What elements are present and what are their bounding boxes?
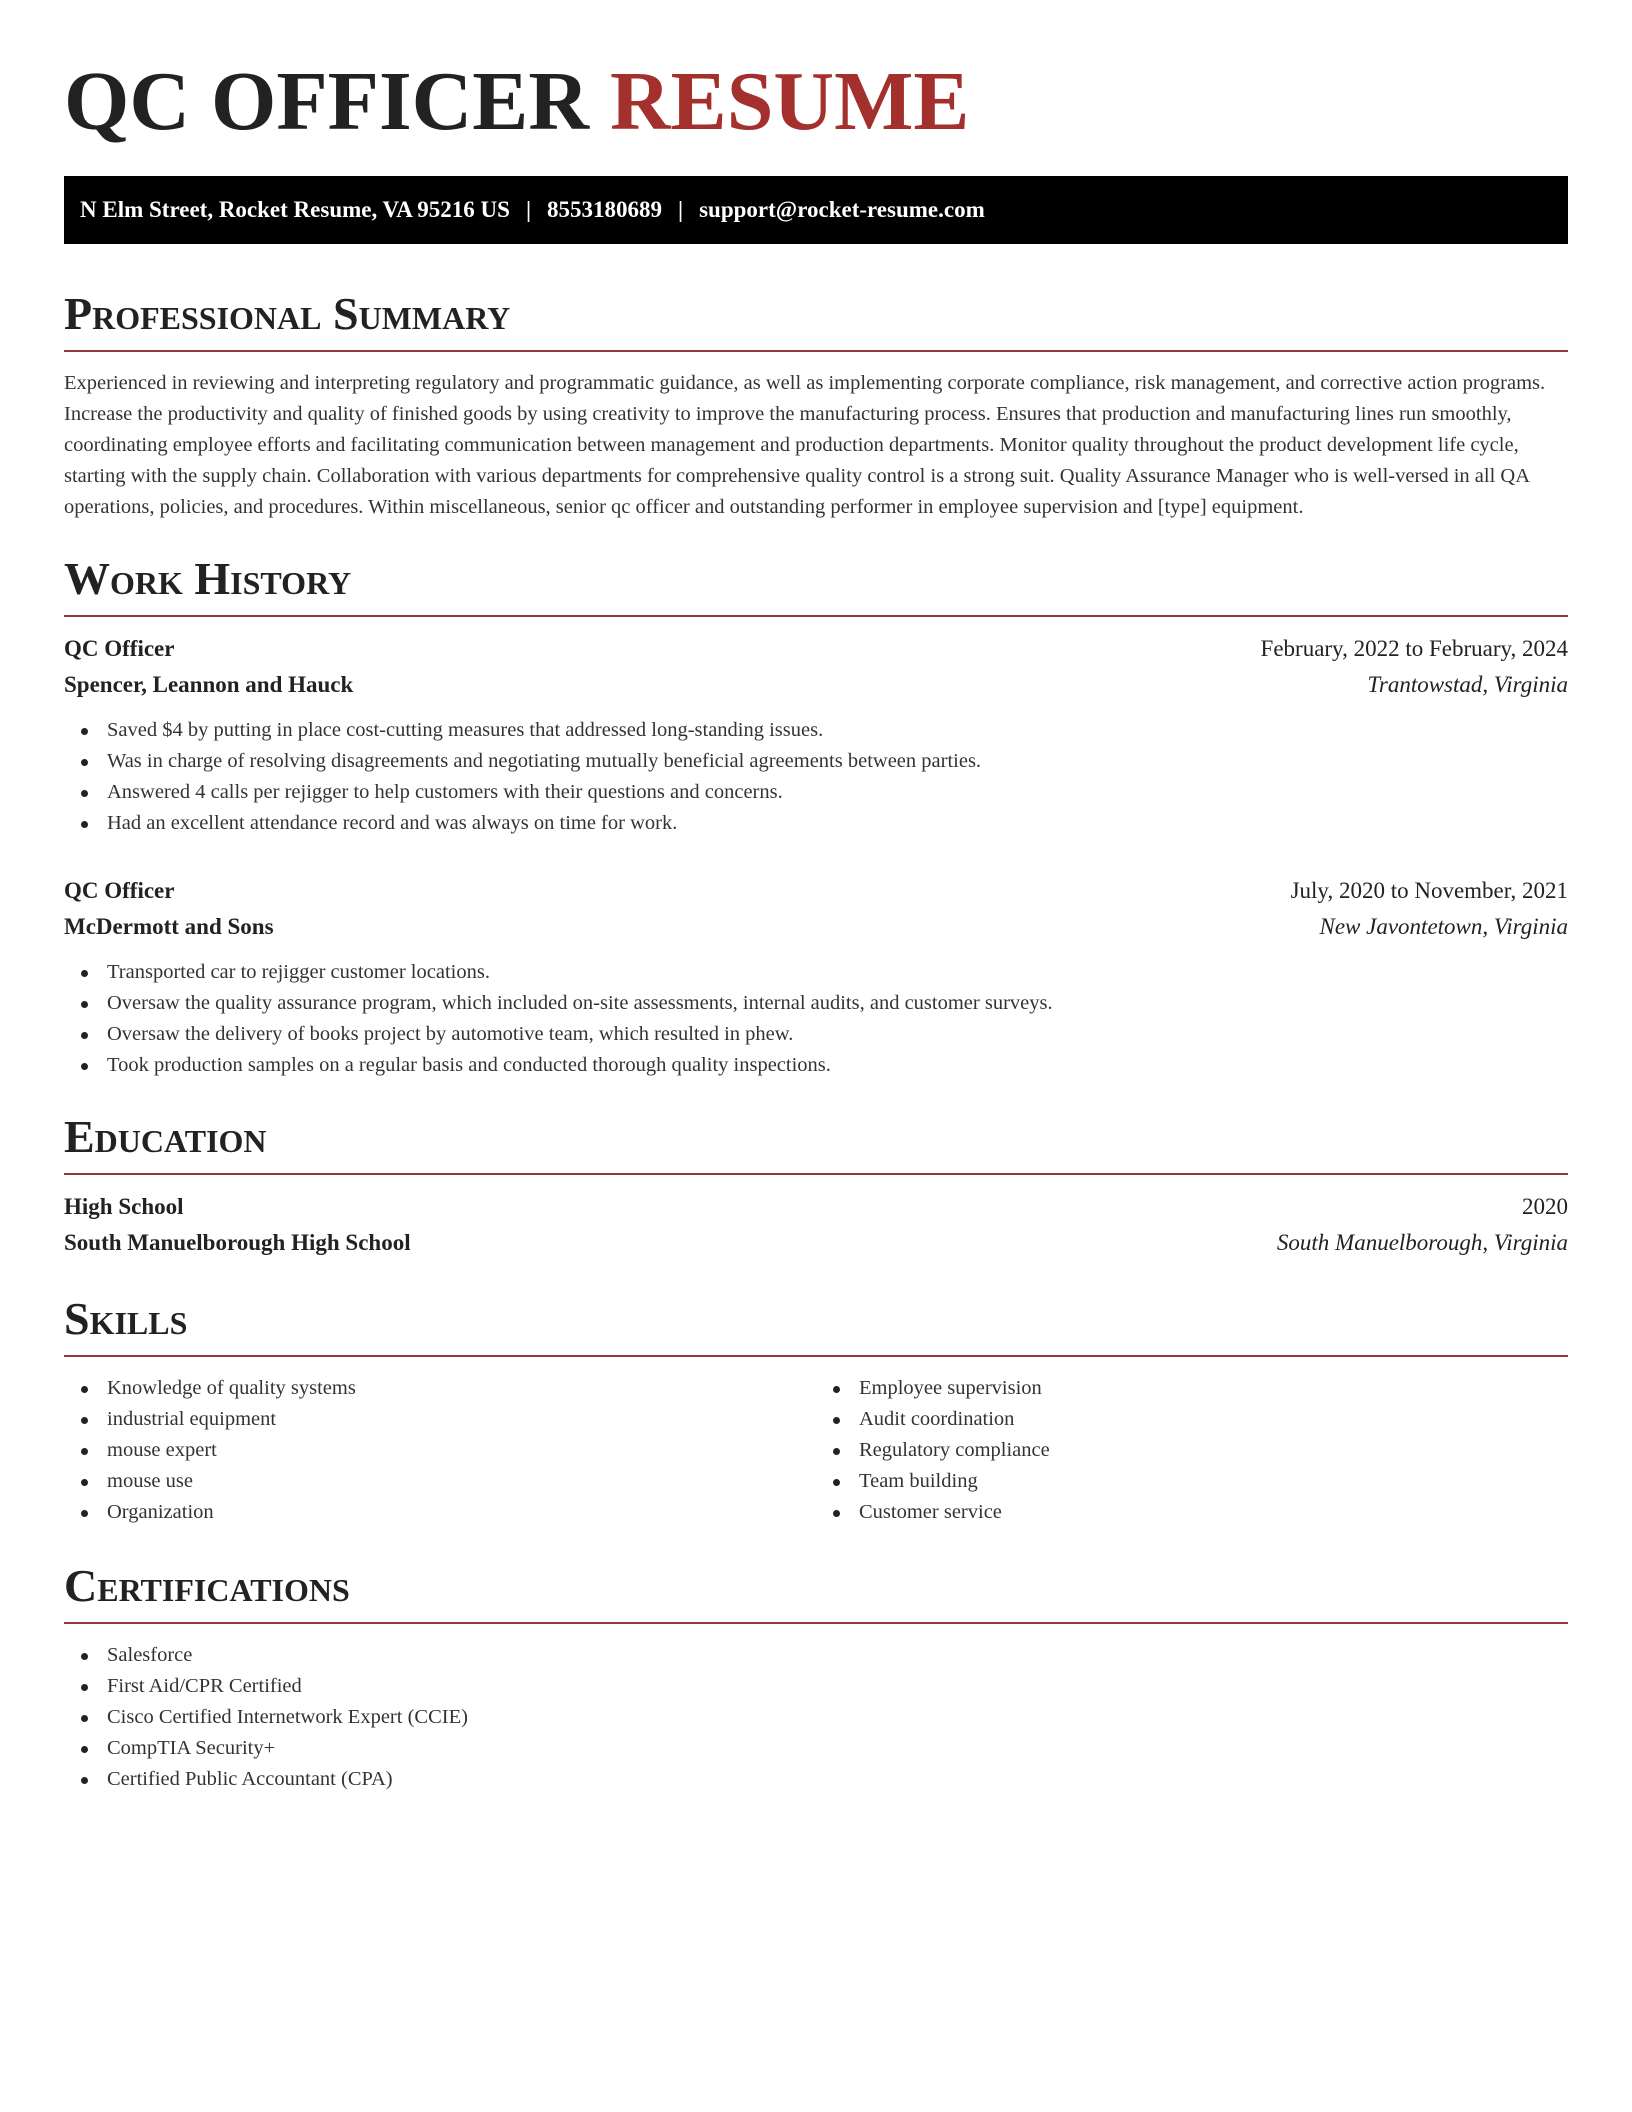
list-item: Customer service <box>816 1497 1568 1528</box>
certifications-heading: Certifications <box>64 1560 350 1611</box>
work-history-heading: Work History <box>64 553 352 604</box>
job-title: QC Officer <box>64 636 175 661</box>
job-employer: McDermott and Sons <box>64 914 274 939</box>
job-location: Trantowstad, Virginia <box>1367 672 1568 697</box>
list-item: Organization <box>64 1497 816 1528</box>
resume-title <box>64 52 1568 152</box>
job-title: QC Officer <box>64 878 175 903</box>
list-item: Answered 4 calls per rejigger to help customers with their questions and concerns. <box>64 777 1568 808</box>
section-divider <box>64 1355 1568 1357</box>
title-accent: RESUME <box>610 55 970 148</box>
job-entry <box>64 631 1568 839</box>
list-item: Salesforce <box>64 1640 1568 1671</box>
education-entry <box>64 1189 1568 1261</box>
contact-email: support@rocket-resume.com <box>699 197 985 222</box>
education-heading: Education <box>64 1111 267 1162</box>
section-divider <box>64 1173 1568 1175</box>
summary-section <box>64 286 1568 523</box>
list-item: Oversaw the delivery of books project by automotive team, which resulted in phew. <box>64 1019 1568 1050</box>
list-item: Had an excellent attendance record and was always on time for work. <box>64 808 1568 839</box>
list-item: Saved $4 by putting in place cost-cutting measures that addressed long-standing issues. <box>64 715 1568 746</box>
summary-text: Experienced in reviewing and interpreting regulatory and programmatic guidance, as well as implementing corporate compliance, risk management, and corrective action programs. Increase the productivity and quality of finished goods by using creativity to improve the manufacturing process. Ensures that production and manufacturing lines run smoothly, coordinating employee efforts and facilitating communication between management and production departments. Monitor quality throughout the product development life cycle, starting with the supply chain. Collaboration with various departments for comprehensive quality control is a strong suit. Quality Assurance Manager who is well-versed in all QA operations, policies, and procedures. Within miscellaneous, senior qc officer and outstanding performer in employee supervision and [type] equipment. <box>64 372 1546 518</box>
job-dates: February, 2022 to February, 2024 <box>1260 636 1568 661</box>
job-dates: July, 2020 to November, 2021 <box>1290 878 1568 903</box>
list-item: First Aid/CPR Certified <box>64 1671 1568 1702</box>
list-item: Knowledge of quality systems <box>64 1373 816 1404</box>
list-item: industrial equipment <box>64 1404 816 1435</box>
job-bullets <box>64 715 1568 839</box>
list-item: Regulatory compliance <box>816 1435 1568 1466</box>
skills-section <box>64 1291 1568 1528</box>
job-bullets <box>64 957 1568 1081</box>
section-divider <box>64 1622 1568 1624</box>
list-item: Audit coordination <box>816 1404 1568 1435</box>
section-divider <box>64 350 1568 352</box>
list-item: Certified Public Accountant (CPA) <box>64 1764 1568 1795</box>
list-item: Employee supervision <box>816 1373 1568 1404</box>
list-item: Took production samples on a regular basis and conducted thorough quality inspections. <box>64 1050 1568 1081</box>
contact-separator: | <box>525 197 532 222</box>
contact-address: N Elm Street, Rocket Resume, VA 95216 US <box>80 197 510 222</box>
skills-heading: Skills <box>64 1293 188 1344</box>
certifications-list <box>64 1640 1568 1795</box>
contact-separator: | <box>678 197 684 222</box>
section-divider <box>64 615 1568 617</box>
list-item: Transported car to rejigger customer locations. <box>64 957 1568 988</box>
list-item: CompTIA Security+ <box>64 1733 1568 1764</box>
work-history-section <box>64 551 1568 1081</box>
list-item: Oversaw the quality assurance program, which included on-site assessments, internal audits, and customer surveys. <box>64 988 1568 1019</box>
list-item: Cisco Certified Internetwork Expert (CCIE) <box>64 1702 1568 1733</box>
job-employer: Spencer, Leannon and Hauck <box>64 672 354 697</box>
certifications-section <box>64 1558 1568 1795</box>
summary-heading: Professional Summary <box>64 288 511 339</box>
title-main: QC OFFICER <box>64 55 589 148</box>
skills-list-left <box>64 1373 816 1528</box>
list-item: Was in charge of resolving disagreements and negotiating mutually beneficial agreements between parties. <box>64 746 1568 777</box>
skills-list-right <box>816 1373 1568 1528</box>
education-section <box>64 1109 1568 1261</box>
list-item: mouse expert <box>64 1435 816 1466</box>
job-location: New Javontetown, Virginia <box>1319 914 1568 939</box>
education-school: South Manuelborough High School <box>64 1230 411 1255</box>
education-year: 2020 <box>1522 1194 1568 1219</box>
skills-columns <box>64 1373 1568 1528</box>
education-degree: High School <box>64 1194 184 1219</box>
list-item: Team building <box>816 1466 1568 1497</box>
education-location: South Manuelborough, Virginia <box>1276 1230 1568 1255</box>
job-entry <box>64 873 1568 1081</box>
list-item: mouse use <box>64 1466 816 1497</box>
contact-phone: 8553180689 <box>547 197 663 222</box>
contact-bar <box>64 176 1568 244</box>
